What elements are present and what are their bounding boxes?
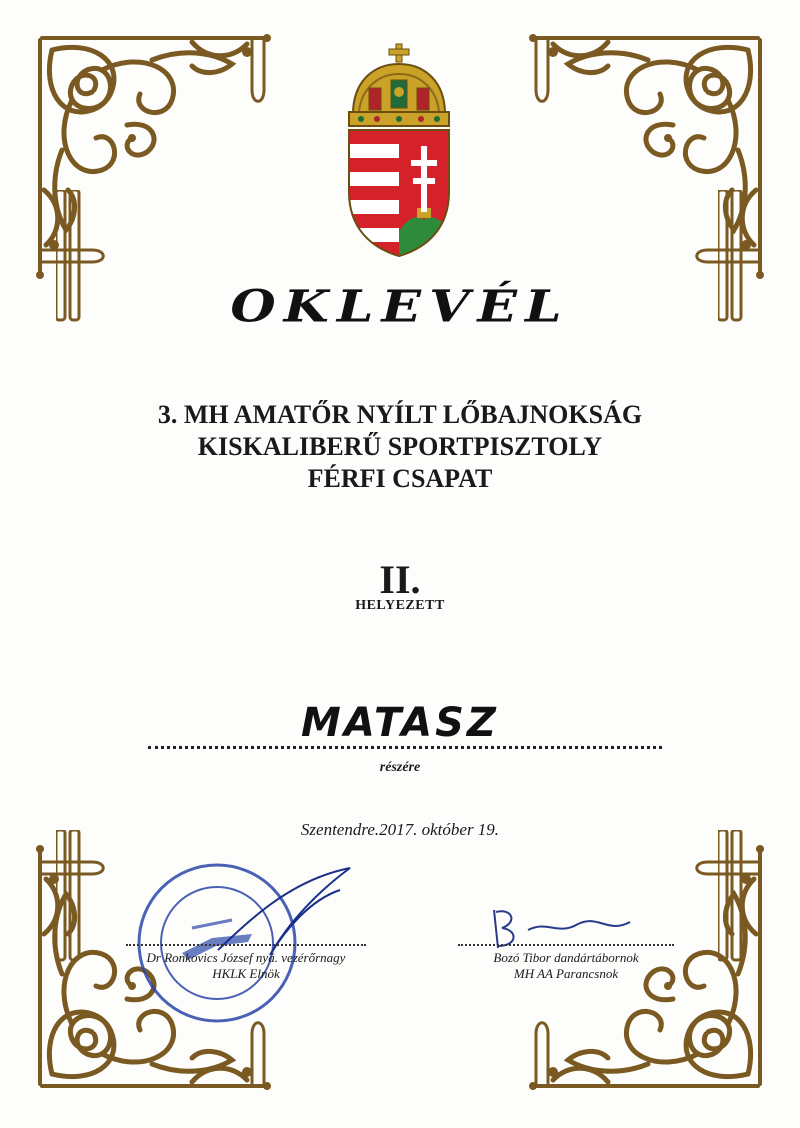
signatory-right-name: Bozó Tibor dandártábornok	[493, 950, 639, 965]
event-line-1: 3. MH AMATŐR NYÍLT LŐBAJNOKSÁG	[157, 400, 643, 429]
signature-line-right	[458, 944, 674, 946]
placement-rank: II.	[379, 557, 421, 602]
recipient-for-label: részére	[379, 760, 421, 775]
ornament-pillar-left-lower	[56, 830, 82, 965]
recipient-name: MATASZ	[301, 700, 499, 746]
placement-label: HELYEZETT	[355, 598, 445, 613]
coat-of-arms-emblem	[343, 42, 455, 260]
ornament-pillar-right-lower	[718, 830, 744, 965]
event-line-3: FÉRFI CSAPAT	[307, 464, 493, 493]
signature-line-left	[126, 944, 366, 946]
recipient-dotted-line	[148, 746, 662, 749]
certificate-title: OKLEVÉL	[230, 280, 570, 333]
signatory-right	[436, 950, 696, 982]
signatory-left-name: Dr Ronkovics József nyá. vezérőrnagy	[146, 950, 346, 965]
signatory-left-role: HKLK Elnök	[212, 966, 280, 981]
event-line-2: KISKALIBERŰ SPORTPISZTOLY	[197, 432, 603, 461]
signatory-right-role: MH AA Parancsnok	[513, 966, 619, 981]
signatory-left	[96, 950, 396, 982]
crown-icon	[349, 44, 449, 126]
issue-date: Szentendre.2017. október 19.	[300, 820, 500, 839]
